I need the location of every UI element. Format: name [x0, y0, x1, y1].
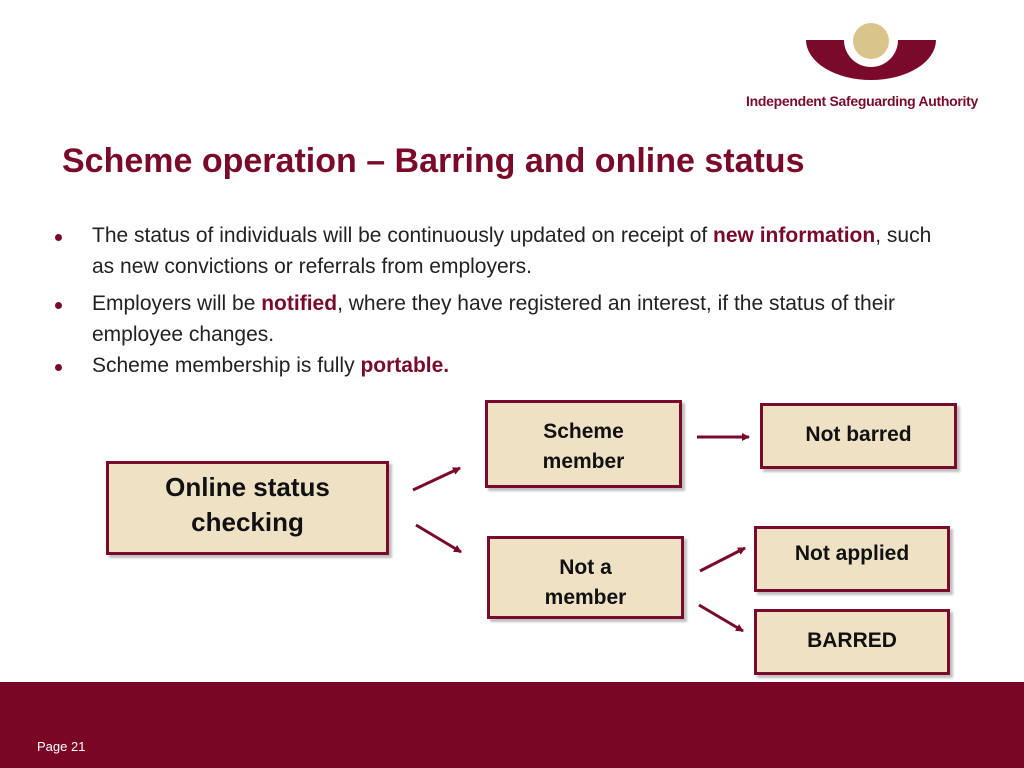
arrow-to-scheme-member	[413, 468, 460, 490]
bullet-highlight: portable.	[360, 354, 450, 377]
bullet-text: The status of individuals will be continuously updated on receipt of	[92, 224, 714, 247]
bullet-highlight: notified	[261, 292, 338, 315]
bullet-text: , such as new convictions or referrals from employers.	[92, 224, 932, 278]
bullet-highlight: new information	[713, 224, 876, 247]
scheme-member-label: member	[542, 450, 625, 473]
logo-text: Independent Safeguarding Authority	[746, 93, 978, 109]
page-number: Page 21	[37, 739, 86, 754]
not-applied-label: Not applied	[794, 542, 910, 565]
bullet-text: Employers will be	[92, 292, 262, 315]
not-barred-label: Not barred	[805, 423, 912, 446]
footer-bar	[0, 682, 1024, 768]
online-status-label: checking	[191, 507, 304, 537]
not-a-member-label: Not a	[559, 556, 612, 579]
bullet-text: Scheme membership is fully	[92, 354, 361, 377]
online-status-label: Online status	[165, 472, 330, 502]
barred-label: BARRED	[807, 629, 897, 652]
arrow-to-not-a-member	[416, 525, 461, 552]
arrow-to-not-applied	[700, 548, 745, 571]
slide-title: Scheme operation – Barring and online status	[62, 142, 805, 180]
arrow-to-barred	[699, 605, 743, 631]
not-a-member-label: member	[544, 586, 627, 609]
scheme-member-label: Scheme	[543, 420, 624, 443]
bullet-text: , where they have registered an interest, if the status of their employee changes.	[92, 292, 896, 346]
